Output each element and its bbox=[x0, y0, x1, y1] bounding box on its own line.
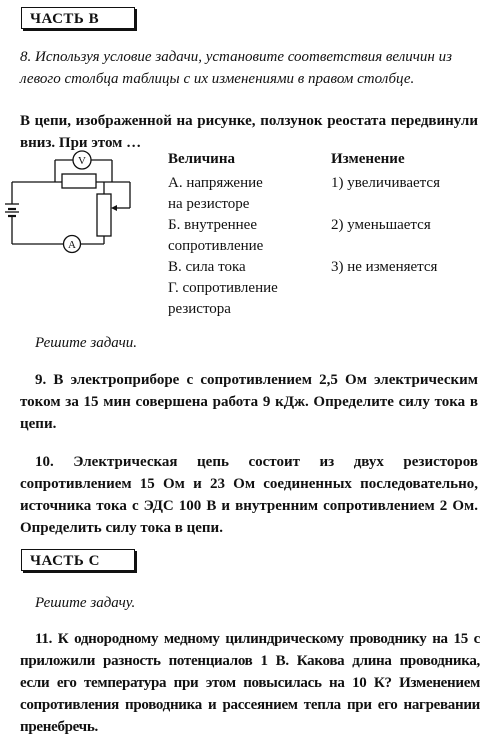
solve-label-c: Решите задачу. bbox=[35, 595, 136, 611]
change-item-3: 3) не изменяется bbox=[331, 259, 438, 275]
solve-label-b: Решите задачи. bbox=[35, 335, 137, 351]
change-item-2: 2) уменьшается bbox=[331, 217, 431, 233]
quantity-item-b: Б. внутреннее сопротивление bbox=[168, 217, 264, 254]
q10-text: 10. Электрическая цепь состоит из двух резисторов сопротивлением 15 Ом и 23 Ом соединенных последовательно, источника тока с ЭДС 100 В и внутренним сопротивлением 2 Ом. Определить силу тока в цепи. bbox=[20, 454, 478, 536]
quantity-item-c: В. сила тока bbox=[168, 259, 246, 275]
rheostat-slider-arrow bbox=[111, 205, 117, 211]
q9-text: 9. В электроприборе с сопротивлением 2,5 Ом электрическим током за 15 мин совершена работа 9 кДж. Определите силу тока в цепи. bbox=[20, 372, 478, 432]
change-item-1: 1) увеличивается bbox=[331, 175, 440, 191]
quantities-list bbox=[168, 173, 318, 320]
q8-text: В цепи, изображенной на рисунке, ползунок реостата передвинули вниз. При этом … bbox=[20, 113, 478, 151]
ammeter-label: A bbox=[68, 239, 76, 251]
circuit-diagram bbox=[0, 148, 160, 260]
part-b-heading: ЧАСТЬ В bbox=[21, 7, 135, 29]
part-c-heading: ЧАСТЬ С bbox=[21, 549, 135, 571]
quantity-item-d: Г. сопротивление резистора bbox=[168, 280, 278, 317]
col-quantity-header: Величина bbox=[168, 151, 235, 167]
voltmeter-label: V bbox=[78, 155, 86, 167]
q11-text: 11. К однородному медному цилиндрическому проводнику на 15 с приложили разность потенциалов 1 В. Какова длина проводника, если его температура при этом повысилась на 10 К? Изменением сопротивления проводника и рассеянием тепла при его нагревании пренебречь. bbox=[20, 631, 480, 735]
quantity-item-a: А. напряжение на резисторе bbox=[168, 175, 263, 212]
col-change-header: Изменение bbox=[331, 151, 405, 167]
q8-instruction: 8. Используя условие задачи, установите соответствия величин из левого столбца таблицы с их изменениями в правом столбце. bbox=[20, 49, 452, 87]
